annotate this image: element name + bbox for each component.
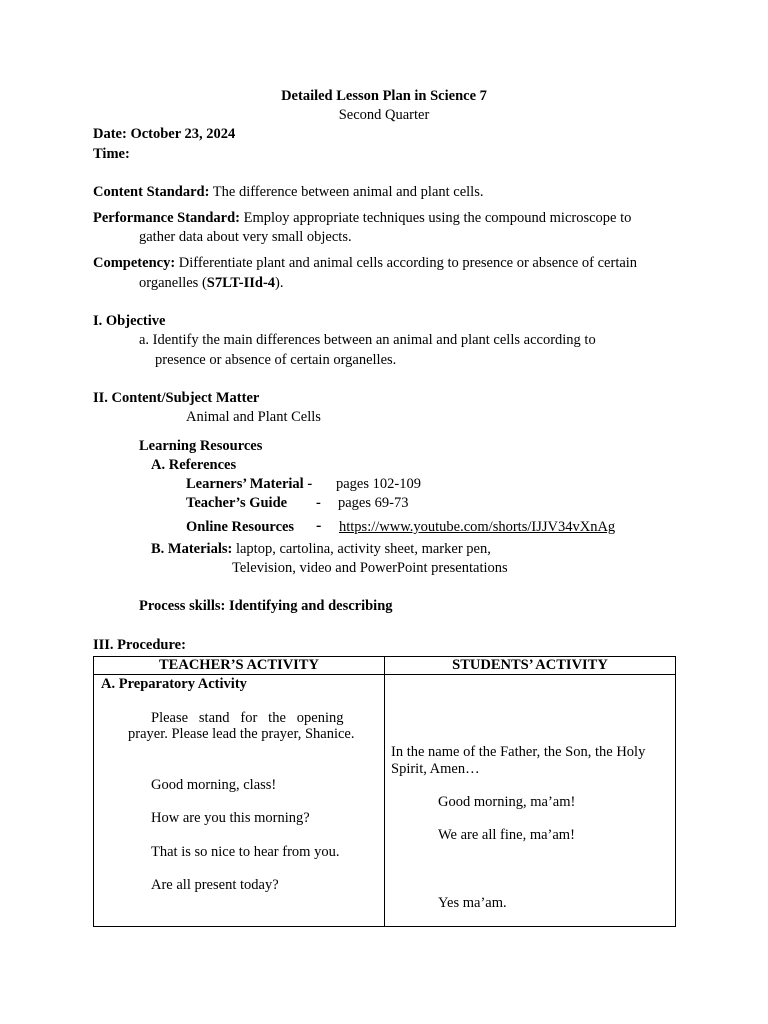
content-standard-text: The difference between animal and plant cells. — [212, 184, 484, 200]
date-line — [93, 126, 235, 143]
competency-text: Differentiate plant and animal cells according to presence or absence of certain — [178, 255, 638, 271]
teacher-line-prayer: Please stand for the opening — [151, 710, 344, 726]
objective-item: a. Identify the main differences between an animal and plant cells according to — [139, 332, 596, 348]
teacher-line-greet: Good morning, class! — [151, 777, 277, 793]
learners-material-value: pages 102-109 — [336, 476, 421, 492]
performance-standard — [93, 210, 631, 227]
document-subtitle: Second Quarter — [338, 107, 430, 123]
objective-item-cont: presence or absence of certain organelles. — [155, 352, 397, 368]
competency-code: S7LT-IId-4 — [206, 275, 276, 291]
date-value: October 23, 2024 — [130, 126, 236, 142]
procedure-heading: III. Procedure: — [93, 637, 186, 653]
preparatory-activity-heading: A. Preparatory Activity — [101, 676, 247, 692]
students-activity-cell — [385, 675, 676, 927]
materials-text-cont: Television, video and PowerPoint presentations — [232, 560, 508, 576]
materials-label: B. Materials: — [151, 541, 233, 557]
teachers-guide-label: Teacher’s Guide — [186, 495, 288, 511]
performance-standard-text: Employ appropriate techniques using the compound microscope to — [243, 210, 632, 226]
online-resources-label: Online Resources — [186, 519, 295, 535]
competency-label: Competency: — [93, 255, 176, 271]
teachers-guide-dash: - — [316, 495, 321, 511]
competency-text-3: ). — [275, 275, 284, 291]
teacher-line-present: Are all present today? — [151, 877, 279, 893]
teachers-guide-value: pages 69-73 — [338, 495, 409, 511]
student-line-greet: Good morning, ma’am! — [438, 794, 576, 810]
student-line-prayer-cont: Spirit, Amen… — [391, 761, 480, 777]
performance-standard-label: Performance Standard: — [93, 210, 240, 226]
teacher-activity-header: TEACHER’S ACTIVITY — [94, 657, 385, 675]
teacher-activity-cell — [94, 675, 385, 927]
content-topic: Animal and Plant Cells — [186, 409, 321, 425]
content-standard-label: Content Standard: — [93, 184, 210, 200]
process-skills: Process skills: Identifying and describing — [139, 598, 393, 614]
document-title: Detailed Lesson Plan in Science 7 — [281, 88, 487, 104]
competency-text-2: organelles ( — [139, 275, 207, 291]
materials-text: laptop, cartolina, activity sheet, marker pen, — [235, 541, 491, 557]
materials-line — [151, 541, 491, 558]
teacher-line-prayer-cont: prayer. Please lead the prayer, Shanice. — [128, 726, 355, 742]
objective-heading: I. Objective — [93, 313, 166, 329]
content-standard — [93, 184, 483, 201]
performance-standard-text-cont: gather data about very small objects. — [139, 229, 352, 245]
student-line-yes: Yes ma’am. — [438, 895, 507, 911]
learning-resources-heading: Learning Resources — [139, 438, 263, 454]
references-heading: A. References — [151, 457, 237, 473]
competency — [93, 255, 637, 272]
content-heading: II. Content/Subject Matter — [93, 390, 260, 406]
students-activity-header: STUDENTS’ ACTIVITY — [385, 657, 676, 675]
date-label: Date: — [93, 126, 127, 142]
online-resources-dash: - — [316, 517, 322, 534]
competency-text-cont — [139, 275, 284, 292]
learners-material-label: Learners’ Material - — [186, 476, 313, 492]
teacher-line-how: How are you this morning? — [151, 810, 310, 826]
time-label: Time: — [93, 146, 130, 162]
student-line-fine: We are all fine, ma’am! — [438, 827, 575, 843]
procedure-table — [93, 656, 676, 927]
online-resource-link[interactable]: https://www.youtube.com/shorts/IJJV34vXnAg — [339, 519, 616, 535]
teacher-line-nice: That is so nice to hear from you. — [151, 844, 340, 860]
student-line-prayer: In the name of the Father, the Son, the Holy — [391, 744, 646, 760]
